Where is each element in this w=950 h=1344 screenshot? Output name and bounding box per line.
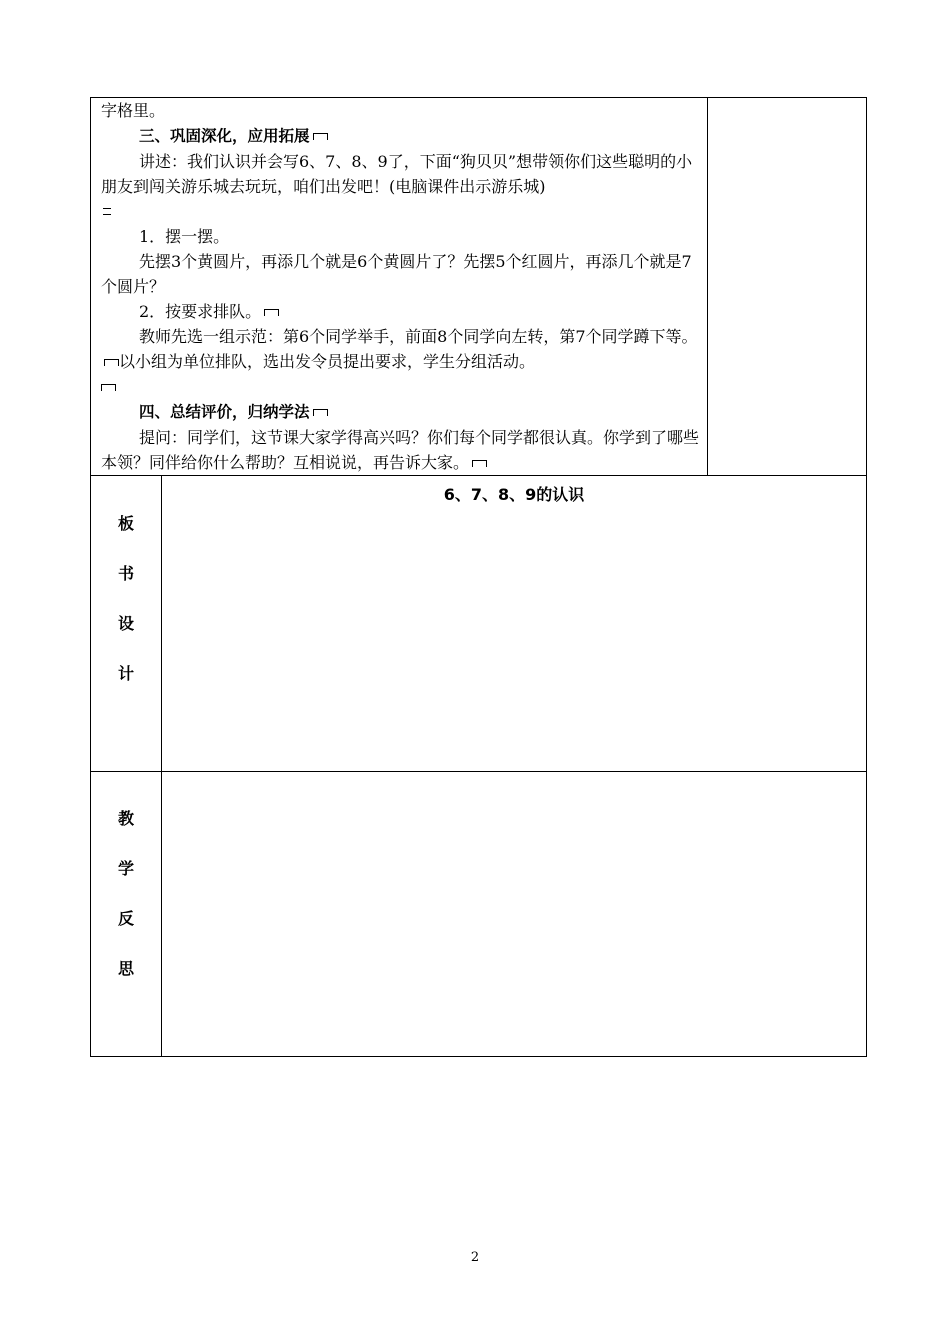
- item1-title: 1．摆一摆。: [139, 227, 230, 246]
- reflection-content: [162, 772, 867, 1057]
- teaching-process-row: [91, 98, 867, 476]
- board-label-char: 计: [118, 663, 135, 683]
- side-notes-cell: [707, 98, 866, 476]
- section3-narration: [101, 149, 700, 224]
- paragraph-mark-icon: [103, 208, 111, 215]
- reflection-label-char: 教: [118, 809, 135, 828]
- teaching-process-cell: [91, 98, 708, 476]
- item2-title-line: [101, 299, 700, 324]
- item1-text: 先摆3个黄圆片，再添几个就是6个黄圆片了？先摆5个红圆片，再添几个就是7个圆片？: [101, 252, 692, 296]
- reflection-row: [91, 772, 867, 1057]
- edit-mark-icon: [101, 384, 116, 391]
- board-label-char: 板: [118, 513, 135, 533]
- section3-heading-line: [101, 123, 700, 149]
- reflection-label-char: 思: [118, 959, 135, 978]
- reflection-label-char: 反: [118, 909, 135, 928]
- edit-mark-icon: [264, 309, 279, 316]
- section4-heading-line: [101, 399, 700, 425]
- edit-mark-icon: [313, 133, 328, 140]
- item2-text-a: 教师先选一组示范：第6个同学举手，前面8个同学向左转，第7个同学蹲下等。: [139, 327, 698, 346]
- reflection-label-char: 学: [118, 859, 135, 878]
- item2-text-b: 以小组为单位排队，选出发令员提出要求，学生分组活动。: [119, 352, 536, 371]
- board-design-row: [91, 476, 867, 772]
- continued-text: 字格里。: [101, 101, 166, 120]
- board-label-char: 设: [118, 613, 135, 633]
- reflection-label: [91, 772, 162, 1057]
- board-title: 6、7、8、9的认识: [443, 485, 585, 504]
- board-label-char: 书: [118, 563, 135, 583]
- section4-heading: 四、总结评价，归纳学法: [139, 403, 310, 421]
- edit-mark-icon: [104, 359, 119, 366]
- edit-mark-icon: [472, 460, 487, 467]
- board-design-label: [91, 476, 162, 772]
- edit-mark-icon: [313, 409, 328, 416]
- page-number: 2: [470, 1250, 480, 1265]
- board-design-content: [162, 476, 867, 772]
- section3-heading: 三、巩固深化，应用拓展: [139, 127, 310, 145]
- item2-title: 2．按要求排队。: [139, 302, 262, 321]
- section4-text-body: 提问：同学们，这节课大家学得高兴吗？你们每个同学都很认真。你学到了哪些本领？同伴给你什么帮助？互相说说，再告诉大家。: [101, 428, 700, 472]
- section4-text: [101, 425, 700, 475]
- section3-narration-text: 讲述：我们认识并会写6、7、8、9了，下面“狗贝贝”想带领你们这些聪明的小朋友到闯关游乐城去玩玩，咱们出发吧！(电脑课件出示游乐城): [101, 152, 693, 196]
- item2-text: [101, 324, 700, 399]
- lesson-plan-table: [90, 97, 867, 1057]
